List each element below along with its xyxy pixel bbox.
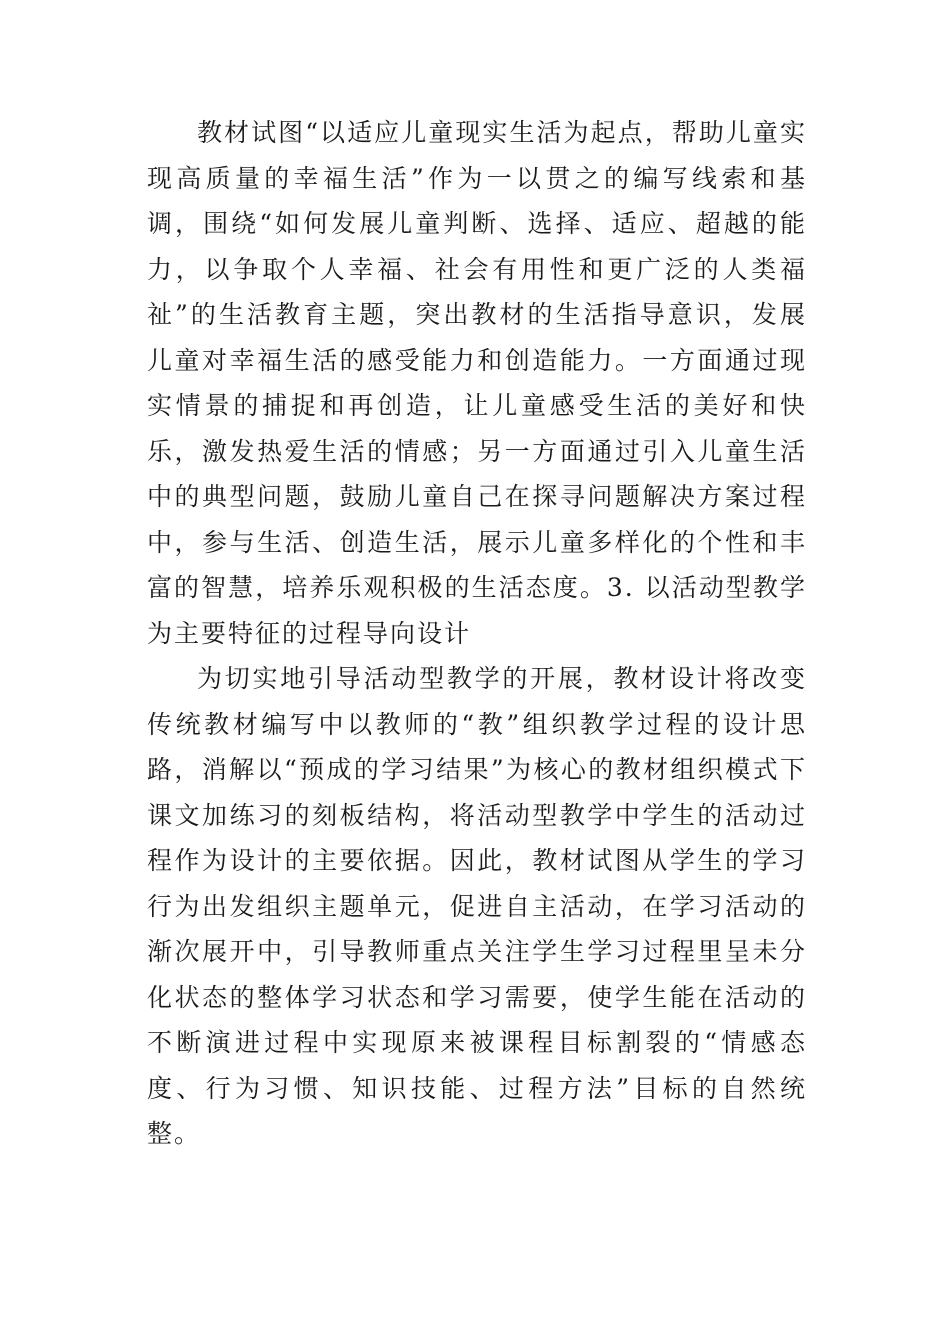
document-body	[147, 110, 807, 1157]
paragraph-2: 为切实地引导活动型教学的开展，教材设计将改变传统教材编写中以教师的“教”组织教学过程的设计思路，消解以“预成的学习结果”为核心的教材组织模式下课文加练习的刻板结构，将活动型教学中学生的活动过程作为设计的主要依据。因此，教材试图从学生的学习行为出发组织主题单元，促进自主活动，在学习活动的渐次展开中，引导教师重点关注学生学习过程里呈未分化状态的整体学习状态和学习需要，使学生能在活动的不断演进过程中实现原来被课程目标割裂的“情感态度、行为习惯、知识技能、过程方法”目标的自然统整。	[147, 664, 807, 1148]
paragraph-1: 教材试图“以适应儿童现实生活为起点，帮助儿童实现高质量的幸福生活”作为一以贯之的编写线索和基调，围绕“如何发展儿童判断、选择、适应、超越的能力，以争取个人幸福、社会有用性和更广泛的人类福祉”的生活教育主题，突出教材的生活指导意识，发展儿童对幸福生活的感受能力和创造能力。一方面通过现实情景的捕捉和再创造，让儿童感受生活的美好和快乐，激发热爱生活的情感；另一方面通过引入儿童生活中的典型问题，鼓励儿童自己在探寻问题解决方案过程中，参与生活、创造生活，展示儿童多样化的个性和丰富的智慧，培养乐观积极的生活态度。3. 以活动型教学为主要特征的过程导向设计	[147, 118, 807, 648]
